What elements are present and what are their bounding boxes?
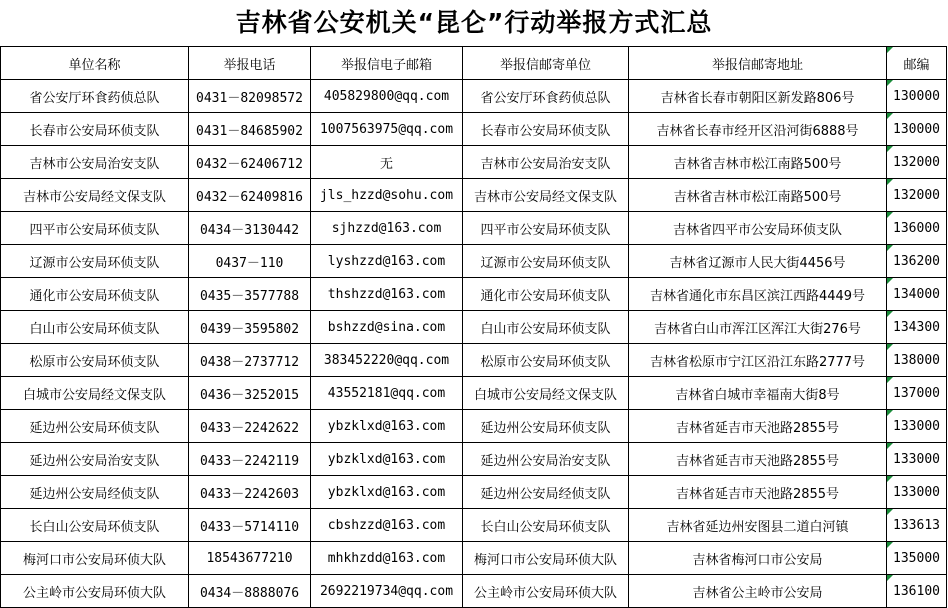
unit-name-cell: 省公安厅环食药侦总队 — [1, 80, 189, 113]
postcode-cell: 138000 — [887, 344, 947, 377]
unit-name-cell: 梅河口市公安局环侦大队 — [1, 542, 189, 575]
postcode-cell: 130000 — [887, 113, 947, 146]
table-row — [1, 245, 947, 278]
unit-name-cell: 通化市公安局环侦支队 — [1, 278, 189, 311]
header-mail-address: 举报信邮寄地址 — [629, 47, 887, 80]
mail-unit-cell: 延边州公安局经侦支队 — [463, 476, 629, 509]
phone-cell: 0431－84685902 — [189, 113, 311, 146]
mail-address-cell: 吉林省梅河口市公安局 — [629, 542, 887, 575]
postcode-cell: 132000 — [887, 179, 947, 212]
email-cell: ybzklxd@163.com — [311, 443, 463, 476]
mail-address-cell: 吉林省公主岭市公安局 — [629, 575, 887, 608]
table-row — [1, 344, 947, 377]
email-cell: sjhzzd@163.com — [311, 212, 463, 245]
table-row — [1, 575, 947, 608]
phone-cell: 0434－3130442 — [189, 212, 311, 245]
email-cell: bshzzd@sina.com — [311, 311, 463, 344]
table-body — [1, 80, 947, 608]
mail-unit-cell: 吉林市公安局治安支队 — [463, 146, 629, 179]
email-cell: jls_hzzd@sohu.com — [311, 179, 463, 212]
mail-address-cell: 吉林省延吉市天池路2855号 — [629, 410, 887, 443]
mail-address-cell: 吉林省白山市浑江区浑江大街276号 — [629, 311, 887, 344]
postcode-cell: 130000 — [887, 80, 947, 113]
mail-unit-cell: 延边州公安局治安支队 — [463, 443, 629, 476]
unit-name-cell: 长白山公安局环侦支队 — [1, 509, 189, 542]
email-cell: thshzzd@163.com — [311, 278, 463, 311]
unit-name-cell: 白城市公安局经文保支队 — [1, 377, 189, 410]
postcode-cell: 136200 — [887, 245, 947, 278]
unit-name-cell: 吉林市公安局经文保支队 — [1, 179, 189, 212]
email-cell: mhkhzdd@163.com — [311, 542, 463, 575]
unit-name-cell: 延边州公安局经侦支队 — [1, 476, 189, 509]
mail-unit-cell: 辽源市公安局环侦支队 — [463, 245, 629, 278]
cell-marker-icon — [887, 509, 893, 515]
postcode-cell: 132000 — [887, 146, 947, 179]
phone-cell: 0433－2242119 — [189, 443, 311, 476]
table-row — [1, 146, 947, 179]
mail-address-cell: 吉林省松原市宁江区沿江东路2777号 — [629, 344, 887, 377]
header-postcode: 邮编 — [887, 47, 947, 80]
mail-unit-cell: 公主岭市公安局环侦大队 — [463, 575, 629, 608]
email-cell: ybzklxd@163.com — [311, 410, 463, 443]
mail-unit-cell: 长白山公安局环侦支队 — [463, 509, 629, 542]
mail-address-cell: 吉林省吉林市松江南路500号 — [629, 146, 887, 179]
phone-cell: 0439－3595802 — [189, 311, 311, 344]
postcode-cell: 134000 — [887, 278, 947, 311]
table-row — [1, 311, 947, 344]
table-row — [1, 410, 947, 443]
mail-address-cell: 吉林省白城市幸福南大街8号 — [629, 377, 887, 410]
document-title: 吉林省公安机关“昆仑”行动举报方式汇总 — [235, 8, 713, 37]
email-cell: 无 — [311, 146, 463, 179]
header-email: 举报信电子邮箱 — [311, 47, 463, 80]
cell-marker-icon — [887, 575, 893, 581]
email-cell: 2692219734@qq.com — [311, 575, 463, 608]
email-cell: 1007563975@qq.com — [311, 113, 463, 146]
mail-address-cell: 吉林省吉林市松江南路500号 — [629, 179, 887, 212]
unit-name-cell: 白山市公安局环侦支队 — [1, 311, 189, 344]
mail-address-cell: 吉林省长春市朝阳区新发路806号 — [629, 80, 887, 113]
email-cell: 405829800@qq.com — [311, 80, 463, 113]
cell-marker-icon — [887, 344, 893, 350]
mail-unit-cell: 吉林市公安局经文保支队 — [463, 179, 629, 212]
phone-cell: 0437－110 — [189, 245, 311, 278]
cell-marker-icon — [887, 146, 893, 152]
cell-marker-icon — [887, 311, 893, 317]
postcode-cell: 133000 — [887, 410, 947, 443]
unit-name-cell: 松原市公安局环侦支队 — [1, 344, 189, 377]
table-row — [1, 377, 947, 410]
header-mail-unit: 举报信邮寄单位 — [463, 47, 629, 80]
table-row — [1, 80, 947, 113]
cell-marker-icon — [887, 377, 893, 383]
table-row — [1, 443, 947, 476]
table-header-row — [1, 47, 947, 80]
cell-marker-icon — [887, 245, 893, 251]
cell-marker-icon — [887, 113, 893, 119]
unit-name-cell: 辽源市公安局环侦支队 — [1, 245, 189, 278]
mail-unit-cell: 通化市公安局环侦支队 — [463, 278, 629, 311]
postcode-cell: 137000 — [887, 377, 947, 410]
unit-name-cell: 四平市公安局环侦支队 — [1, 212, 189, 245]
email-cell: cbshzzd@163.com — [311, 509, 463, 542]
mail-unit-cell: 四平市公安局环侦支队 — [463, 212, 629, 245]
postcode-cell: 133000 — [887, 443, 947, 476]
postcode-cell: 133613 — [887, 509, 947, 542]
email-cell: 43552181@qq.com — [311, 377, 463, 410]
mail-address-cell: 吉林省延边州安图县二道白河镇 — [629, 509, 887, 542]
header-phone: 举报电话 — [189, 47, 311, 80]
table-row — [1, 179, 947, 212]
table-row — [1, 476, 947, 509]
phone-cell: 0434－8888076 — [189, 575, 311, 608]
phone-cell: 0433－2242622 — [189, 410, 311, 443]
postcode-cell: 136100 — [887, 575, 947, 608]
phone-cell: 18543677210 — [189, 542, 311, 575]
cell-marker-icon — [887, 278, 893, 284]
mail-address-cell: 吉林省延吉市天池路2855号 — [629, 476, 887, 509]
phone-cell: 0433－2242603 — [189, 476, 311, 509]
cell-marker-icon — [887, 542, 893, 548]
unit-name-cell: 长春市公安局环侦支队 — [1, 113, 189, 146]
mail-address-cell: 吉林省通化市东昌区滨江西路4449号 — [629, 278, 887, 311]
header-unit-name: 单位名称 — [1, 47, 189, 80]
mail-unit-cell: 松原市公安局环侦支队 — [463, 344, 629, 377]
cell-marker-icon — [887, 179, 893, 185]
email-cell: ybzklxd@163.com — [311, 476, 463, 509]
unit-name-cell: 延边州公安局治安支队 — [1, 443, 189, 476]
postcode-cell: 136000 — [887, 212, 947, 245]
unit-name-cell: 公主岭市公安局环侦大队 — [1, 575, 189, 608]
unit-name-cell: 延边州公安局环侦支队 — [1, 410, 189, 443]
table-row — [1, 278, 947, 311]
mail-address-cell: 吉林省延吉市天池路2855号 — [629, 443, 887, 476]
postcode-cell: 134300 — [887, 311, 947, 344]
table-row — [1, 509, 947, 542]
phone-cell: 0436－3252015 — [189, 377, 311, 410]
mail-address-cell: 吉林省辽源市人民大街4456号 — [629, 245, 887, 278]
cell-marker-icon — [887, 476, 893, 482]
table-row — [1, 542, 947, 575]
mail-unit-cell: 白城市公安局经文保支队 — [463, 377, 629, 410]
phone-cell: 0438－2737712 — [189, 344, 311, 377]
mail-address-cell: 吉林省长春市经开区沿河街6888号 — [629, 113, 887, 146]
email-cell: 383452220@qq.com — [311, 344, 463, 377]
email-cell: lyshzzd@163.com — [311, 245, 463, 278]
mail-unit-cell: 梅河口市公安局环侦大队 — [463, 542, 629, 575]
mail-unit-cell: 延边州公安局环侦支队 — [463, 410, 629, 443]
phone-cell: 0435－3577788 — [189, 278, 311, 311]
unit-name-cell: 吉林市公安局治安支队 — [1, 146, 189, 179]
cell-marker-icon — [887, 410, 893, 416]
phone-cell: 0431－82098572 — [189, 80, 311, 113]
postcode-cell: 135000 — [887, 542, 947, 575]
mail-address-cell: 吉林省四平市公安局环侦支队 — [629, 212, 887, 245]
postcode-cell: 133000 — [887, 476, 947, 509]
phone-cell: 0432－62406712 — [189, 146, 311, 179]
mail-unit-cell: 长春市公安局环侦支队 — [463, 113, 629, 146]
cell-marker-icon — [887, 80, 893, 86]
table-row — [1, 113, 947, 146]
phone-cell: 0433－5714110 — [189, 509, 311, 542]
cell-marker-icon — [887, 47, 893, 53]
mail-unit-cell: 白山市公安局环侦支队 — [463, 311, 629, 344]
report-contact-table — [0, 46, 947, 608]
phone-cell: 0432－62409816 — [189, 179, 311, 212]
table-row — [1, 212, 947, 245]
cell-marker-icon — [887, 443, 893, 449]
cell-marker-icon — [887, 212, 893, 218]
mail-unit-cell: 省公安厅环食药侦总队 — [463, 80, 629, 113]
